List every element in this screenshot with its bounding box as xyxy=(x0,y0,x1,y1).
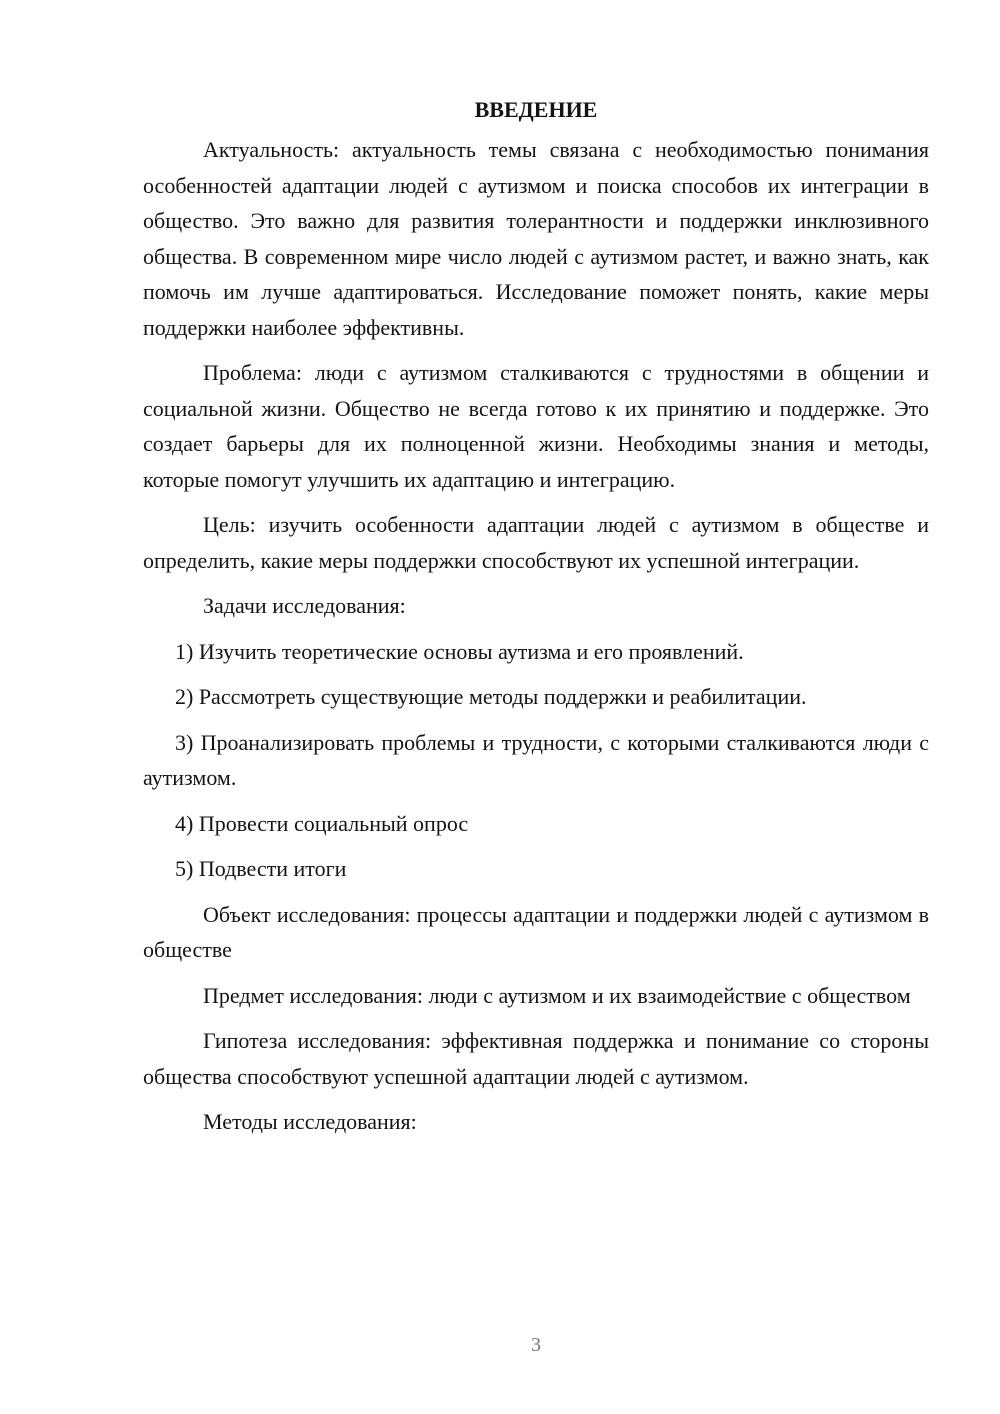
goal-paragraph: Цель: изучить особенности адаптации людей с аутизмом в обществе и определить, какие меры поддержки способствуют их успешной интеграции. xyxy=(143,512,929,573)
problem-paragraph: Проблема: люди с аутизмом сталкиваются с трудностями в общении и социальной жизни. Общество не всегда готово к их принятию и поддержке. Это создает барьеры для их полноценной жизни. Необходимы знания и методы, которые помогут улучшить их адаптацию и интеграцию. xyxy=(143,360,929,492)
page-number: 3 xyxy=(531,1334,541,1356)
task-item: 5) Подвести итоги xyxy=(175,856,347,881)
tasks-heading: Задачи исследования: xyxy=(203,593,406,618)
page-title: ВВЕДЕНИЕ xyxy=(474,97,598,122)
relevance-paragraph: Актуальность: актуальность темы связана с необходимостью понимания особенностей адаптации людей с аутизмом и поиска способов их интеграции в общество. Это важно для развития толерантности и поддержки инклюзивного общества. В современном мире число людей с аутизмом растет, и важно знать, как помочь им лучше адаптироваться. Исследование поможет понять, какие меры поддержки наиболее эффективны. xyxy=(143,137,929,340)
task-item: 3) Проанализировать проблемы и трудности, с которыми сталкиваются люди с аутизмом. xyxy=(143,729,929,790)
task-item: 2) Рассмотреть существующие методы поддержки и реабилитации. xyxy=(175,684,807,709)
subject-paragraph: Предмет исследования: люди с аутизмом и их взаимодействие с обществом xyxy=(203,982,911,1008)
hypothesis-paragraph: Гипотеза исследования: эффективная поддержка и понимание со стороны общества способствуют успешной адаптации людей с аутизмом. xyxy=(143,1028,929,1089)
page-content xyxy=(143,92,929,1150)
task-item: 1) Изучить теоретические основы аутизма и его проявлений. xyxy=(175,638,744,664)
task-item: 4) Провести социальный опрос xyxy=(175,810,469,836)
methods-heading: Методы исследования: xyxy=(203,1109,417,1134)
object-paragraph: Объект исследования: процессы адаптации и поддержки людей с аутизмом в обществе xyxy=(143,901,929,962)
